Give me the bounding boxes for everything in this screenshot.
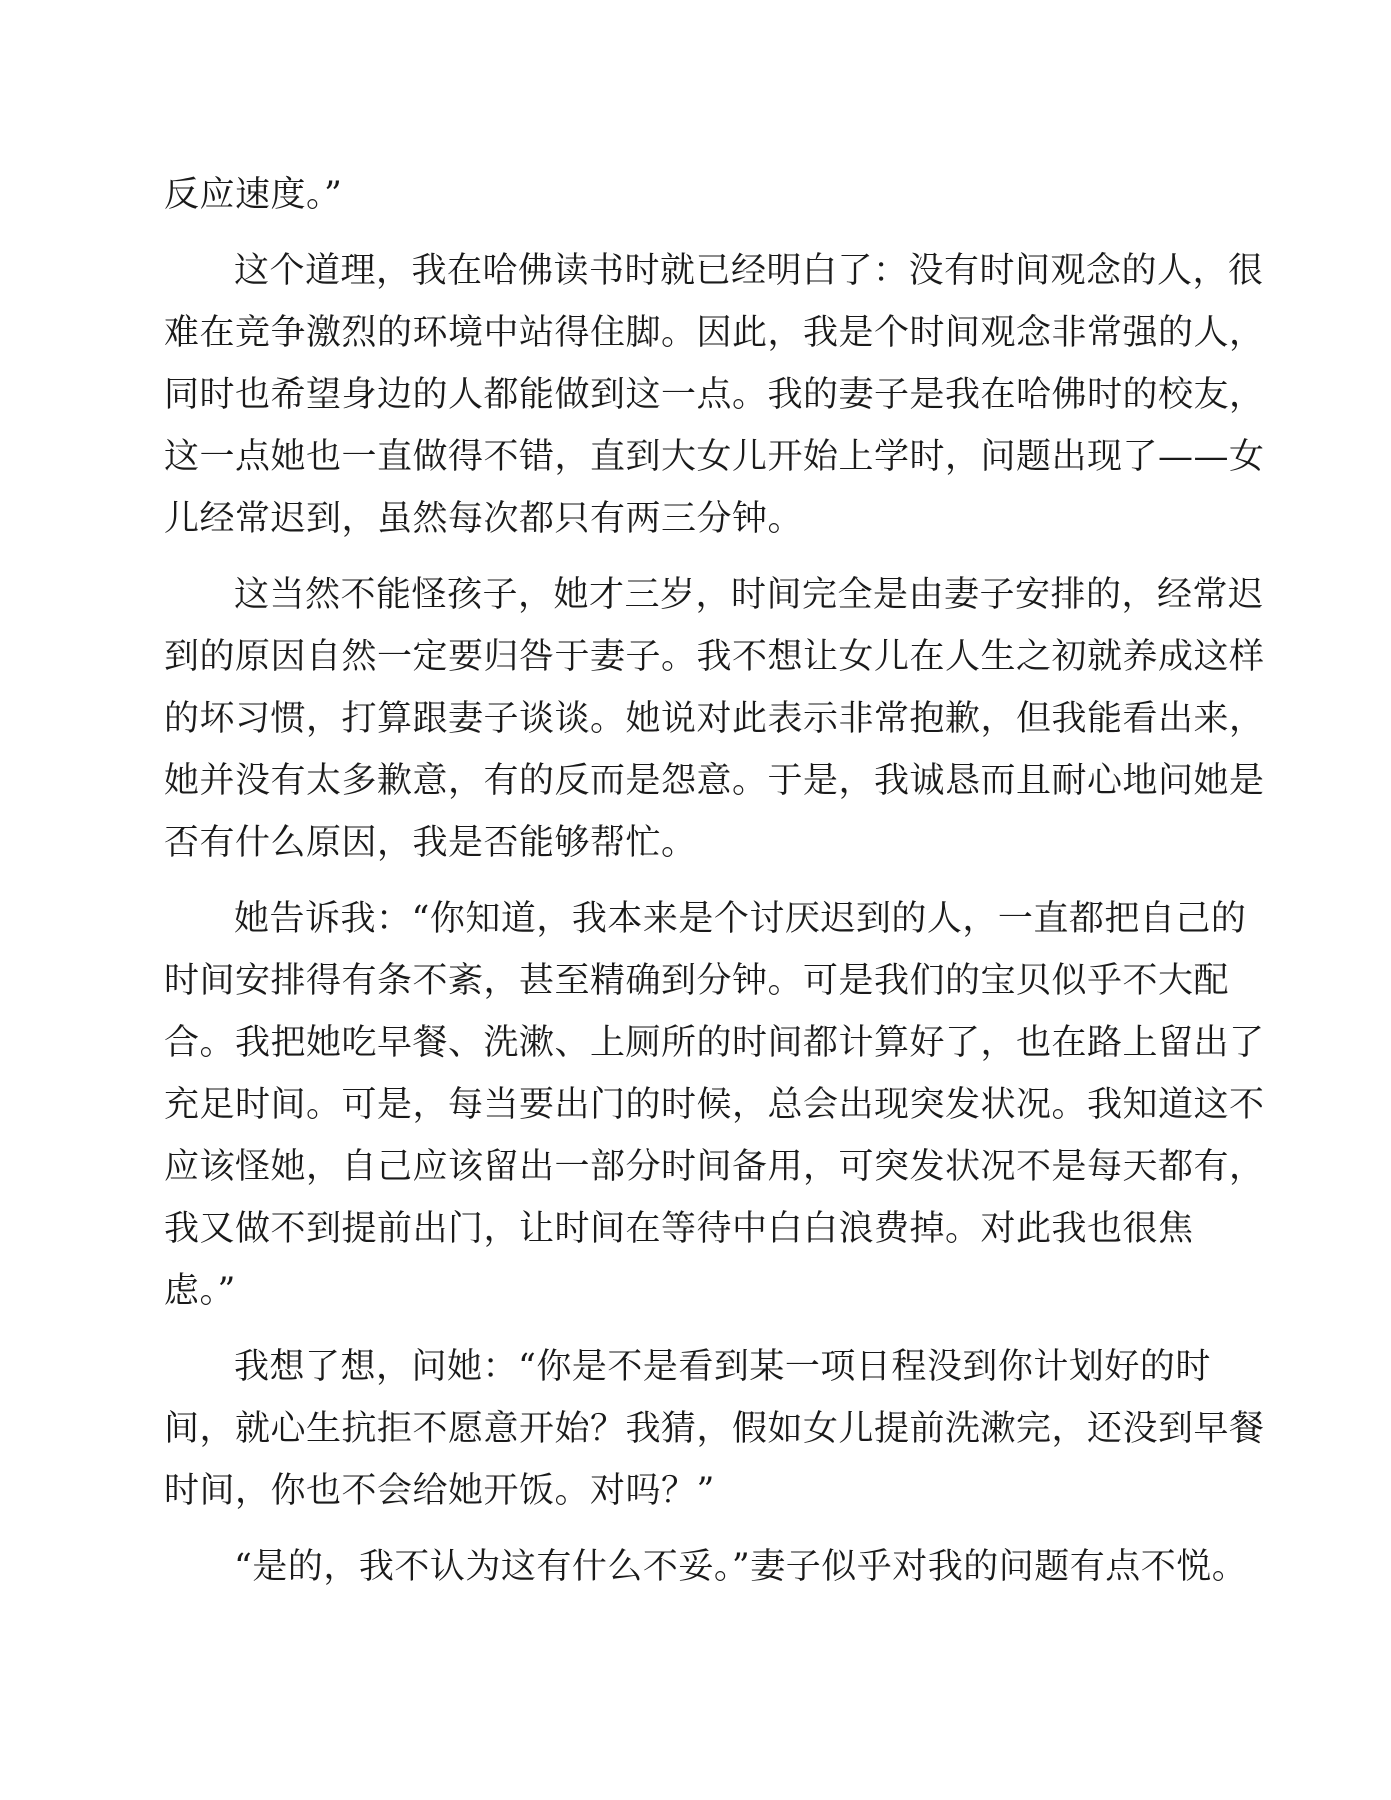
paragraph (164, 164, 1224, 226)
text-line: “是的，我不认为这有什么不妥。”妻子似乎对我的问题有点不悦。 (234, 1547, 1248, 1587)
text-line: 儿经常迟到，虽然每次都只有两三分钟。 (164, 499, 804, 539)
text-line: 她并没有太多歉意，有的反而是怨意。于是，我诚恳而且耐心地问她是 (164, 761, 1265, 801)
paragraph (164, 564, 1265, 874)
text-line: 时间，你也不会给她开饭。对吗？” (164, 1471, 715, 1511)
text-line: 这一点她也一直做得不错，直到大女儿开始上学时，问题出现了——女 (164, 437, 1265, 477)
text-line: 我又做不到提前出门，让时间在等待中白白浪费掉。对此我也很焦 (164, 1209, 1194, 1249)
text-line: 时间安排得有条不紊，甚至精确到分钟。可是我们的宝贝似乎不大配 (164, 961, 1230, 1001)
paragraph (164, 1336, 1265, 1522)
paragraph (164, 240, 1265, 550)
text-line: 合。我把她吃早餐、洗漱、上厕所的时间都计算好了，也在路上留出了 (164, 1023, 1265, 1063)
text-line: 她告诉我：“你知道，我本来是个讨厌迟到的人，一直都把自己的 (234, 899, 1247, 939)
text-line: 这个道理，我在哈佛读书时就已经明白了：没有时间观念的人，很 (234, 251, 1264, 291)
body-text (164, 164, 1265, 1612)
text-line: 虑。” (164, 1271, 236, 1311)
paragraph (164, 888, 1265, 1322)
text-line: 同时也希望身边的人都能做到这一点。我的妻子是我在哈佛时的校友， (164, 375, 1265, 415)
text-line: 这当然不能怪孩子，她才三岁，时间完全是由妻子安排的，经常迟 (234, 575, 1264, 615)
text-line: 应该怪她，自己应该留出一部分时间备用，可突发状况不是每天都有， (164, 1147, 1265, 1187)
text-line: 充足时间。可是，每当要出门的时候，总会出现突发状况。我知道这不 (164, 1085, 1265, 1125)
text-line: 反应速度。” (164, 175, 343, 215)
text-line: 到的原因自然一定要归咎于妻子。我不想让女儿在人生之初就养成这样 (164, 637, 1265, 677)
text-line: 否有什么原因，我是否能够帮忙。 (164, 823, 697, 863)
paragraph (164, 1536, 1248, 1598)
text-line: 间，就心生抗拒不愿意开始？我猜，假如女儿提前洗漱完，还没到早餐 (164, 1409, 1265, 1449)
text-line: 的坏习惯，打算跟妻子谈谈。她说对此表示非常抱歉，但我能看出来， (164, 699, 1265, 739)
text-line: 我想了想，问她：“你是不是看到某一项日程没到你计划好的时 (234, 1347, 1211, 1387)
text-line: 难在竞争激烈的环境中站得住脚。因此，我是个时间观念非常强的人， (164, 313, 1265, 353)
